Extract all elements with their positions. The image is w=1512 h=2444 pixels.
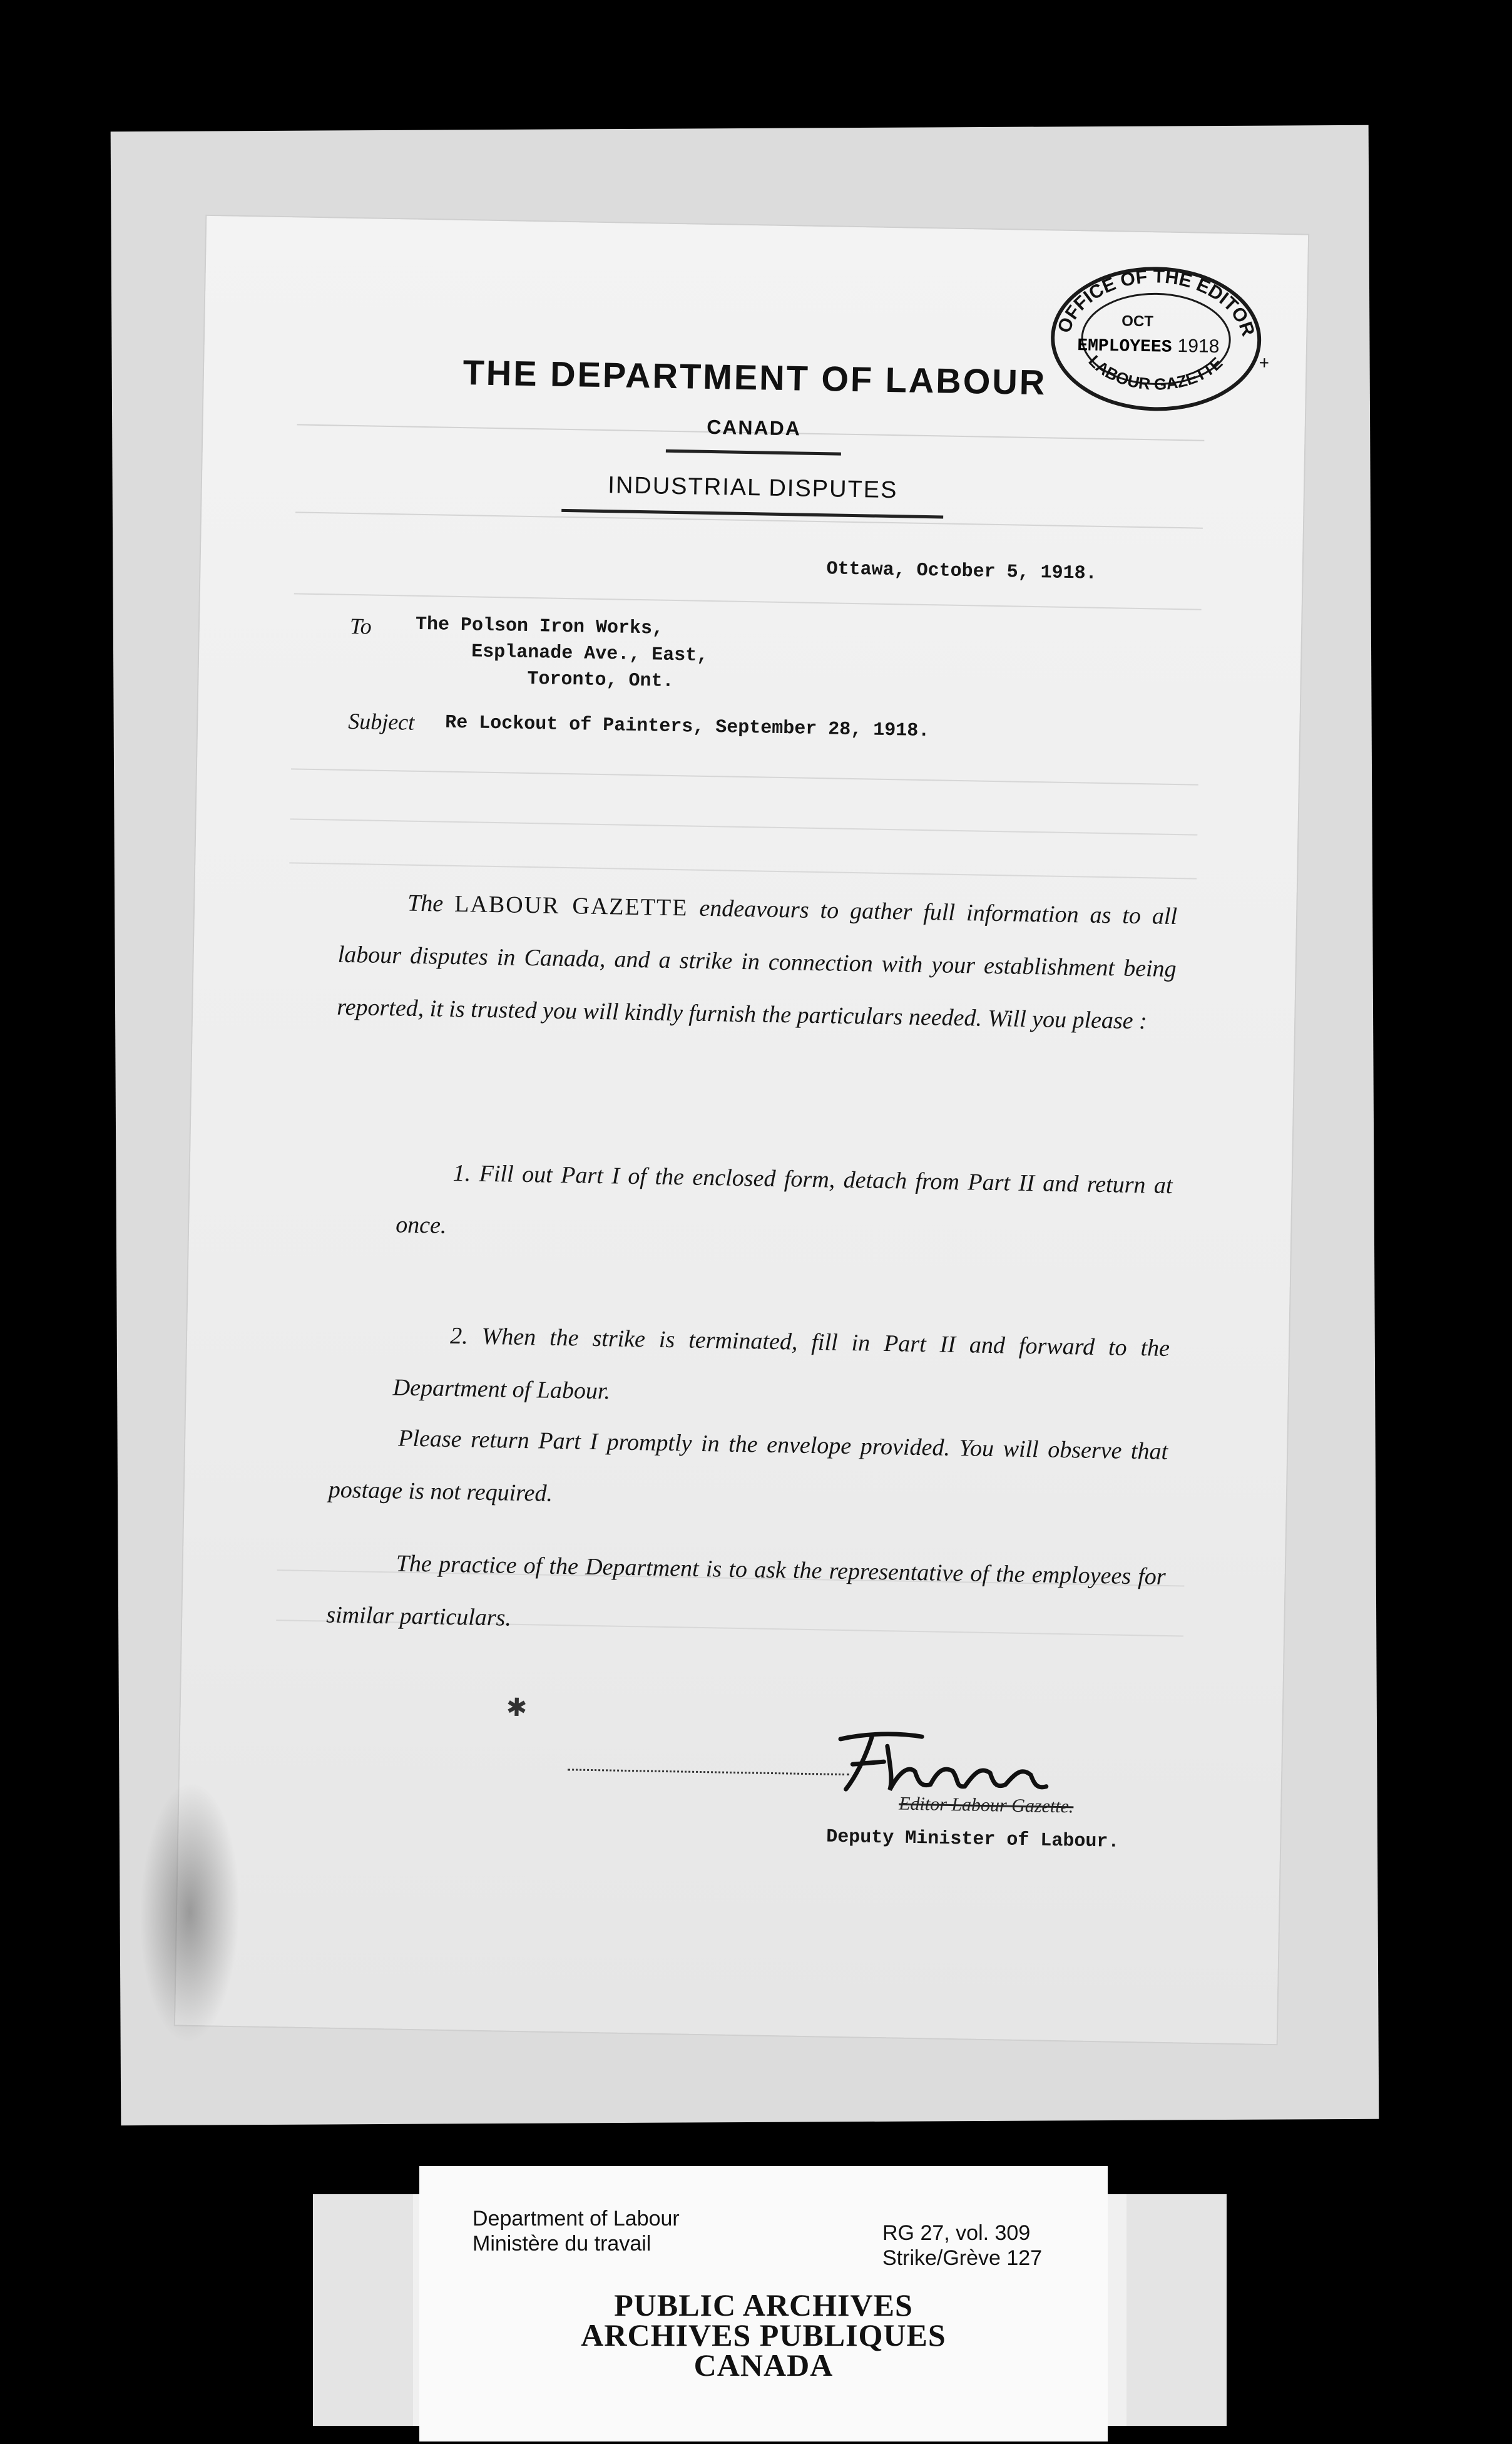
- recipient-line-1: The Polson Iron Works,: [415, 614, 664, 640]
- letter-sheet: [175, 216, 1308, 2044]
- recipient-line-2: Esplanade Ave., East,: [471, 641, 708, 667]
- subject-line: Re Lockout of Painters, September 28, 1918.: [444, 712, 930, 742]
- show-through: [291, 768, 1198, 786]
- stamp-month: OCT: [1121, 312, 1154, 331]
- instruction-item-1: 1. Fill out Part I of the enclosed form, detach from Part II and return at once.: [395, 1159, 1173, 1239]
- show-through: [294, 593, 1202, 610]
- heading-rule: [666, 449, 841, 456]
- archive-dept-french: Ministère du travail: [472, 2232, 651, 2256]
- archive-reference: RG 27, vol. 309: [882, 2221, 1031, 2245]
- archive-card-tab-right: [1126, 2194, 1227, 2426]
- intro-rest: endeavours to gather full information as to all labour disputes in Canada, and a strike in connection with your establishment being reported, it is trusted you will kindly furnish the particulars needed. Will you please :: [336, 895, 1178, 1035]
- intro-paragraph: [337, 876, 1178, 1048]
- signatory-title: Deputy Minister of Labour.: [826, 1826, 1120, 1853]
- instruction-item-2: 2. When the strike is terminated, fill in Part II and forward to the Department of Labour.: [392, 1322, 1170, 1405]
- archive-card-tab-left: [313, 2194, 413, 2426]
- gazette-name: LABOUR GAZETTE: [454, 890, 688, 922]
- stamp-arc-bottom: LABOUR GAZETTE: [1085, 351, 1227, 394]
- archive-dept-english: Department of Labour: [472, 2207, 680, 2231]
- archives-line-1: PUBLIC ARCHIVES: [614, 2287, 913, 2323]
- stamp-year: 1918: [1177, 335, 1220, 357]
- handwritten-signature: [827, 1727, 1053, 1799]
- date-line: Ottawa, October 5, 1918.: [826, 558, 1097, 585]
- archives-line-2: ARCHIVES PUBLIQUES: [581, 2318, 946, 2353]
- signature-line: [568, 1769, 849, 1775]
- editor-title-struck: Editor Labour Gazette.: [898, 1793, 1074, 1817]
- archive-file: Strike/Grève 127: [882, 2246, 1043, 2270]
- subject-label: Subject: [347, 708, 415, 735]
- division-heading: INDUSTRIAL DISPUTES: [608, 472, 898, 504]
- stamp-arc-top: OFFICE OF THE EDITOR: [1053, 266, 1259, 339]
- to-label: To: [349, 613, 372, 639]
- archives-line-3: CANADA: [693, 2348, 834, 2383]
- pen-mark: ✱: [506, 1693, 528, 1722]
- department-heading: THE DEPARTMENT OF LABOUR: [462, 352, 1047, 403]
- recipient-line-3: Toronto, Ont.: [527, 668, 674, 692]
- svg-text:+: +: [1259, 352, 1270, 374]
- intro-lead: The: [407, 890, 444, 917]
- stamp-overprint: EMPLOYEES: [1077, 336, 1172, 357]
- return-paragraph: Please return Part I promptly in the envelope provided. You will observe that postage is not required.: [328, 1425, 1168, 1507]
- practice-paragraph: The practice of the Department is to ask the representative of the employees for similar particulars.: [326, 1550, 1167, 1631]
- country-heading: CANADA: [706, 415, 802, 440]
- show-through: [290, 818, 1198, 836]
